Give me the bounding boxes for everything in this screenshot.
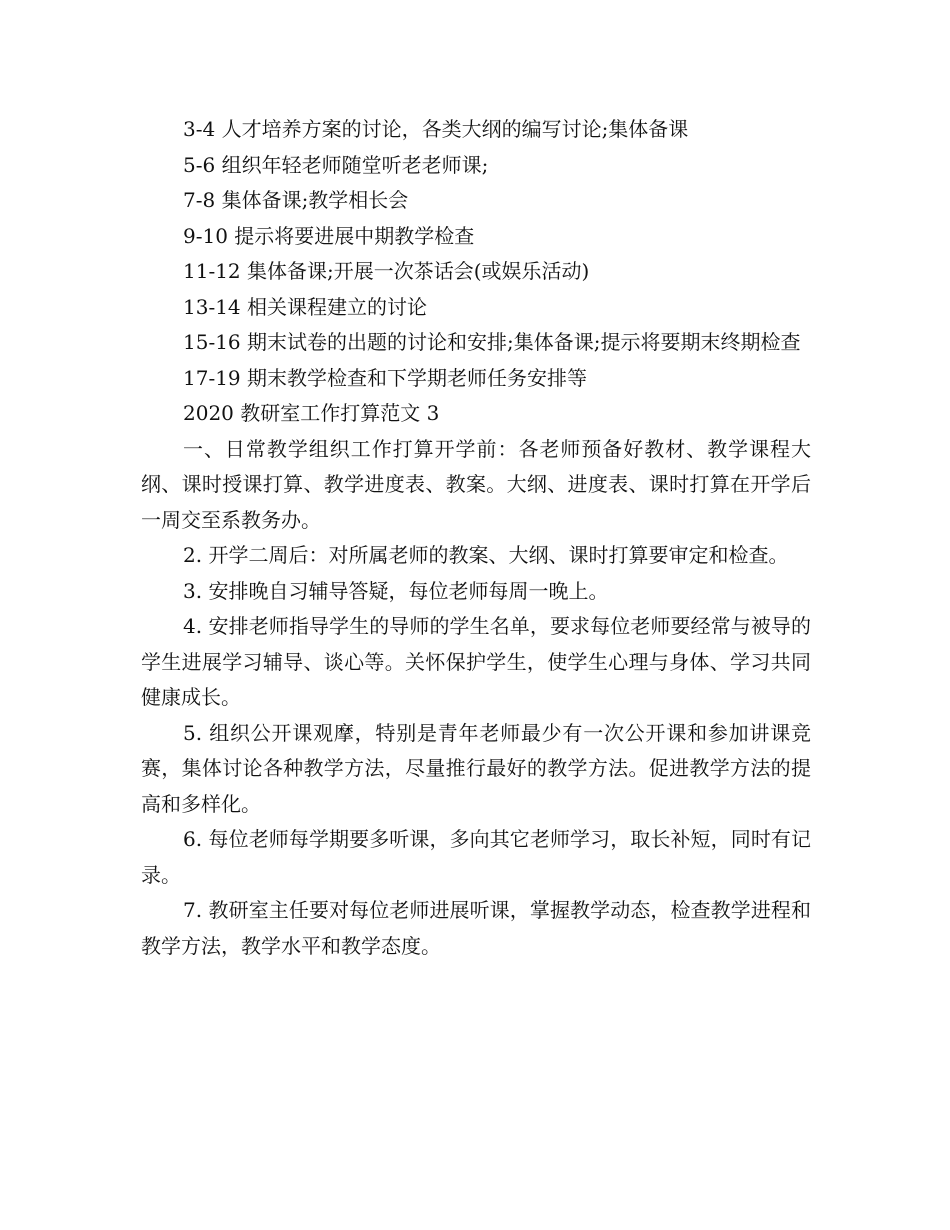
paragraph-14: 5. 组织公开课观摩，特别是青年老师最少有一次公开课和参加讲课竞赛，集体讨论各种教学方法，尽量推行最好的教学方法。促进教学方法的提高和多样化。 (141, 720, 811, 816)
paragraph-3: 7-8 集体备课;教学相长会 (183, 188, 409, 212)
paragraph-15: 6. 每位老师每学期要多听课，多向其它老师学习，取长补短，同时有记录。 (141, 827, 811, 887)
paragraph-2: 5-6 组织年轻老师随堂听老老师课; (183, 152, 489, 177)
paragraph-1: 3-4 人才培养方案的讨论，各类大纲的编写讨论;集体备课 (183, 117, 689, 141)
paragraph-16: 7. 教研室主任要对每位老师进展听课，掌握教学动态，检查教学进程和教学方法，教学水平和教学态度。 (141, 898, 811, 958)
paragraph-10: 一、日常教学组织工作打算开学前：各老师预备好教材、教学课程大纲、课时授课打算、教学进度表、教案。大纲、进度表、课时打算在开学后一周交至系教务办。 (141, 436, 811, 532)
section-heading: 2020 教研室工作打算范文 3 (183, 401, 440, 425)
paragraph-4: 9-10 提示将要进展中期教学检查 (183, 223, 475, 248)
paragraph-7: 15-16 期末试卷的出题的讨论和安排;集体备课;提示将要期末终期检查 (183, 330, 801, 354)
paragraph-13: 4. 安排老师指导学生的导师的学生名单，要求每位老师要经常与被导的学生进展学习辅导、谈心等。关怀保护学生，使学生心理与身体、学习共同健康成长。 (141, 614, 811, 709)
paragraph-6: 13-14 相关课程建立的讨论 (183, 294, 428, 319)
document-page (141, 112, 811, 964)
paragraph-12: 3. 安排晚自习辅导答疑，每位老师每周一晚上。 (183, 578, 609, 603)
paragraph-11: 2. 开学二周后：对所属老师的教案、大纲、课时打算要审定和检查。 (183, 543, 789, 567)
paragraph-5: 11-12 集体备课;开展一次茶话会(或娱乐活动) (183, 259, 590, 283)
paragraph-8: 17-19 期末教学检查和下学期老师任务安排等 (183, 365, 588, 390)
